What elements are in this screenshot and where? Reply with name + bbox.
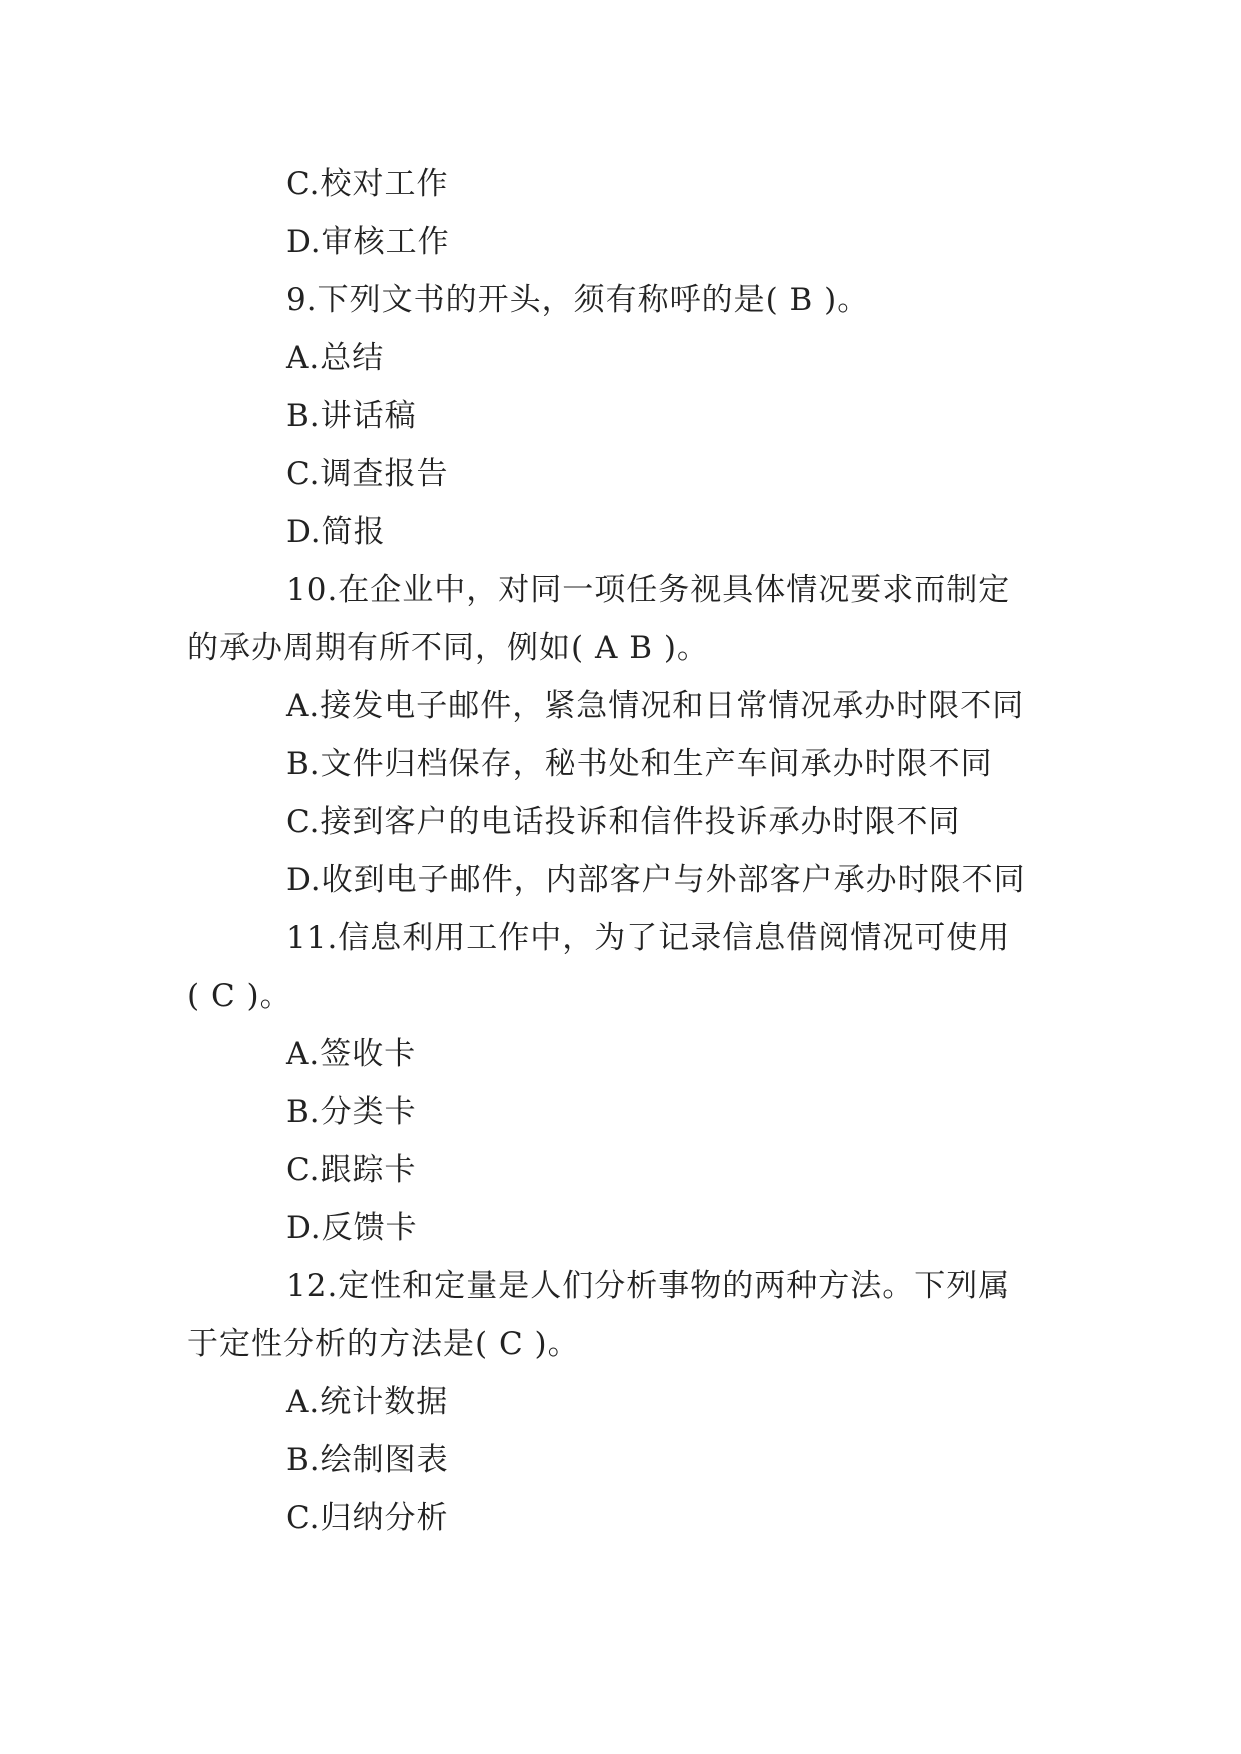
- q12-option-a: A.统计数据: [286, 1384, 449, 1420]
- q12-option-b: B.绘制图表: [286, 1442, 449, 1478]
- q9-option-b: B.讲话稿: [286, 398, 417, 434]
- q10-option-b: B.文件归档保存，秘书处和生产车间承办时限不同: [286, 746, 993, 782]
- question-12-line-2: 于定性分析的方法是( C )。: [187, 1326, 580, 1362]
- q10-option-c: C.接到客户的电话投诉和信件投诉承办时限不同: [286, 804, 961, 840]
- q11-option-b: B.分类卡: [286, 1094, 417, 1130]
- option-d-review: D.审核工作: [286, 224, 450, 260]
- option-c-proofreading: C.校对工作: [286, 166, 449, 202]
- q12-option-c: C.归纳分析: [286, 1500, 449, 1536]
- q11-option-a: A.签收卡: [286, 1036, 417, 1072]
- question-10-line-1: 10.在企业中，对同一项任务视具体情况要求而制定: [286, 572, 1011, 608]
- question-10-line-2: 的承办周期有所不同，例如( A B )。: [187, 630, 709, 666]
- question-12-line-1: 12.定性和定量是人们分析事物的两种方法。下列属: [286, 1268, 1011, 1304]
- q10-option-a: A.接发电子邮件，紧急情况和日常情况承办时限不同: [286, 688, 1025, 724]
- question-11-line-1: 11.信息利用工作中，为了记录信息借阅情况可使用: [286, 920, 1011, 956]
- q9-option-c: C.调查报告: [286, 456, 449, 492]
- question-11-line-2: ( C )。: [187, 978, 292, 1014]
- q11-option-c: C.跟踪卡: [286, 1152, 417, 1188]
- q10-option-d: D.收到电子邮件，内部客户与外部客户承办时限不同: [286, 862, 1026, 898]
- q9-option-a: A.总结: [286, 340, 385, 376]
- q11-option-d: D.反馈卡: [286, 1210, 418, 1246]
- question-9: 9.下列文书的开头，须有称呼的是( B )。: [286, 282, 870, 318]
- q9-option-d: D.简报: [286, 514, 386, 550]
